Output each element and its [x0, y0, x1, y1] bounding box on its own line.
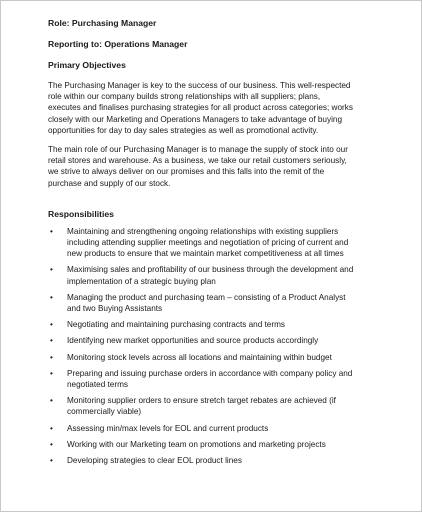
list-item — [48, 292, 408, 314]
reporting-heading: Reporting to: Operations Manager — [48, 39, 188, 49]
list-item-line: Maximising sales and profitability of our business through the development and — [67, 265, 354, 275]
paragraph-line: purchase and supply of our stock. — [48, 178, 171, 188]
paragraph-line: The Purchasing Manager is key to the success of our business. This well-respected — [48, 81, 351, 90]
list-item-line: new products to ensure that we maintain market competitiveness at all times — [67, 249, 344, 259]
primary-objectives-heading: Primary Objectives — [48, 60, 126, 70]
paragraph-line: retail stores and warehouse. As a business, we take our retail customers seriously, — [48, 156, 347, 166]
responsibilities-list — [48, 226, 408, 466]
list-item — [48, 455, 408, 466]
list-item — [48, 264, 408, 286]
paragraph-line: closely with our Marketing and Operations Managers to take advantage of buying — [48, 114, 343, 124]
objectives-paragraph-1 — [48, 80, 408, 136]
list-item — [48, 395, 408, 417]
paragraph-line: executes and finalises purchasing strategies for all product across categories; works — [48, 103, 353, 113]
list-item-line: negotiated terms — [67, 380, 128, 390]
list-item-line: implementation of a strategic buying plan — [67, 276, 216, 286]
list-item — [48, 319, 408, 330]
objectives-paragraph-2 — [48, 144, 408, 189]
bullet-icon: • — [50, 396, 53, 406]
paragraph-line: role within our company builds strong relationships with all suppliers; plans, — [48, 92, 321, 102]
paragraph-line: opportunities for day to day sales strategies as well as promotional activity. — [48, 125, 319, 135]
paragraph-line: we strive to always deliver on our promises and this falls into the remit of the — [48, 167, 325, 177]
bullet-icon: • — [50, 423, 53, 433]
role-heading: Role: Purchasing Manager — [48, 18, 157, 28]
responsibilities-heading: Responsibilities — [48, 208, 114, 219]
list-item-line: including attending supplier meetings and negotiation of pricing of current and — [67, 238, 349, 248]
bullet-icon: • — [50, 320, 53, 330]
list-item-line: Developing strategies to clear EOL product lines — [67, 456, 242, 466]
list-item-line: Negotiating and maintaining purchasing contracts and terms — [67, 320, 286, 330]
list-item-line: Assessing min/max levels for EOL and current products — [67, 423, 269, 433]
list-item-line: Monitoring supplier orders to ensure stretch target rebates are achieved (if — [67, 396, 336, 406]
list-item-line: Identifying new market opportunities and source products accordingly — [67, 336, 319, 346]
list-item-line: Working with our Marketing team on promotions and marketing projects — [67, 439, 326, 449]
bullet-icon: • — [50, 292, 53, 302]
list-item — [48, 368, 408, 390]
bullet-icon: • — [50, 439, 53, 449]
bullet-icon: • — [50, 336, 53, 346]
bullet-icon: • — [50, 226, 53, 236]
list-item — [48, 335, 408, 346]
paragraph-line: The main role of our Purchasing Manager is to manage the supply of stock into our — [48, 145, 348, 155]
list-item — [48, 226, 408, 260]
list-item-line: Managing the product and purchasing team – consisting of a Product Analyst — [67, 292, 346, 302]
bullet-icon: • — [50, 368, 53, 378]
bullet-icon: • — [50, 265, 53, 275]
document-content — [48, 18, 408, 471]
list-item — [48, 352, 408, 363]
bullet-icon: • — [50, 352, 53, 362]
list-item — [48, 423, 408, 434]
bullet-icon: • — [50, 456, 53, 466]
list-item — [48, 439, 408, 450]
list-item-line: and two Buying Assistants — [67, 304, 163, 314]
list-item-line: commercially viable) — [67, 407, 142, 417]
list-item-line: Preparing and issuing purchase orders in accordance with company policy and — [67, 368, 353, 378]
list-item-line: Monitoring stock levels across all locations and maintaining within budget — [67, 352, 332, 362]
list-item-line: Maintaining and strengthening ongoing relationships with existing suppliers — [67, 226, 339, 236]
